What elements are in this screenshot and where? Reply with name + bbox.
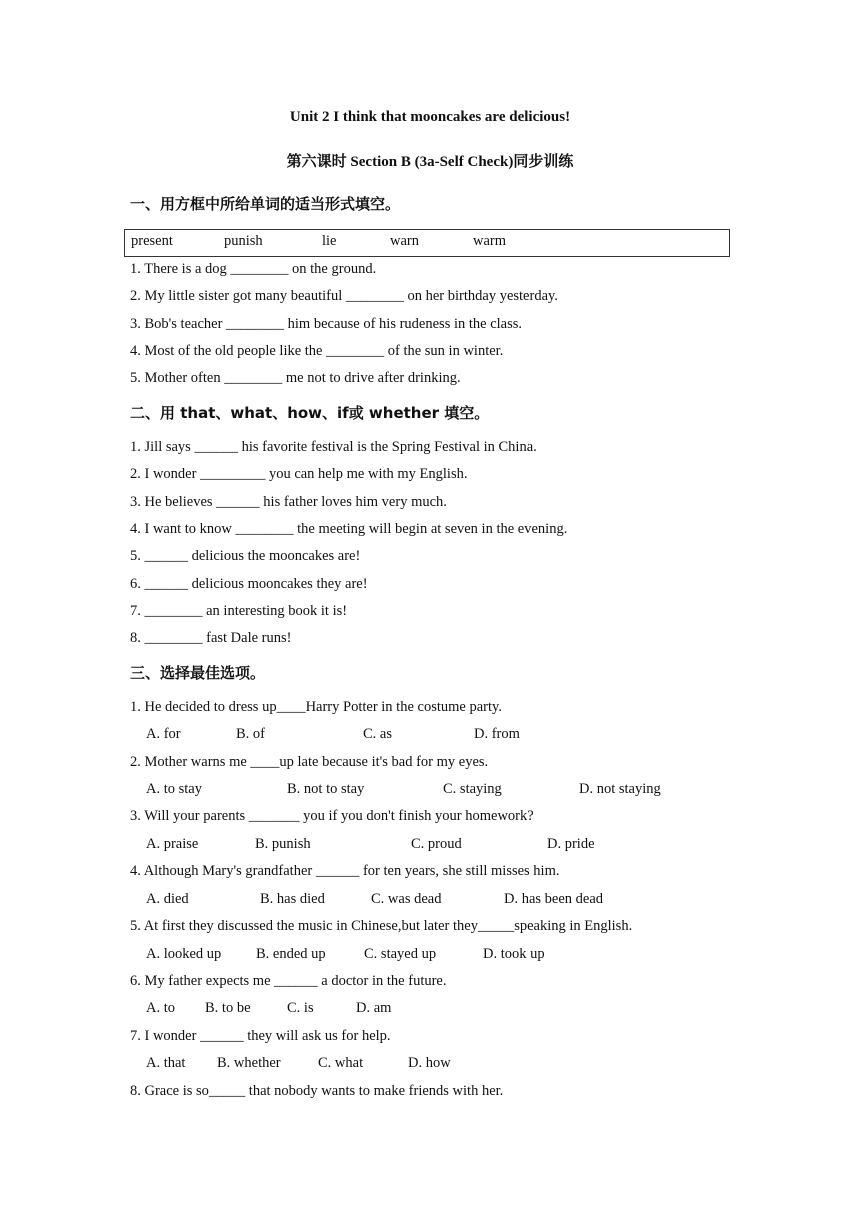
- word-box-item: warm: [473, 233, 507, 249]
- mc-option: A. to stay: [146, 781, 202, 797]
- mc-question: 5. At first they discussed the music in Chinese,but later they_____speaking in English.: [130, 918, 633, 934]
- mc-option: B. to be: [205, 1000, 251, 1016]
- mc-option: C. was dead: [371, 891, 442, 907]
- mc-option: C. stayed up: [364, 946, 437, 962]
- mc-option: B. has died: [260, 891, 325, 907]
- fill-in-item: 1. There is a dog ________ on the ground.: [130, 261, 377, 277]
- word-box: [124, 229, 730, 257]
- fill-in-item: 2. I wonder _________ you can help me with my English.: [130, 466, 468, 482]
- word-box-item: warn: [390, 233, 419, 249]
- fill-in-item: 2. My little sister got many beautiful ________ on her birthday yesterday.: [130, 288, 558, 304]
- fill-in-item: 1. Jill says ______ his favorite festival is the Spring Festival in China.: [130, 439, 537, 455]
- fill-in-item: 3. He believes ______ his father loves him very much.: [130, 494, 447, 510]
- mc-question: 6. My father expects me ______ a doctor in the future.: [130, 973, 447, 989]
- fill-in-item: 5. ______ delicious the mooncakes are!: [130, 548, 361, 564]
- fill-in-item: 3. Bob's teacher ________ him because of his rudeness in the class.: [130, 316, 523, 332]
- mc-option: D. from: [474, 726, 520, 742]
- mc-option: D. took up: [483, 946, 545, 962]
- fill-in-item: 4. Most of the old people like the ________ of the sun in winter.: [130, 343, 504, 359]
- mc-option: A. to: [146, 1000, 175, 1016]
- mc-question: 2. Mother warns me ____up late because it's bad for my eyes.: [130, 754, 489, 770]
- mc-option: C. what: [318, 1055, 364, 1071]
- mc-option: A. for: [146, 726, 181, 742]
- mc-question: 4. Although Mary's grandfather ______ for ten years, she still misses him.: [130, 863, 560, 879]
- fill-in-item: 5. Mother often ________ me not to drive after drinking.: [130, 370, 461, 386]
- mc-option: D. not staying: [579, 781, 661, 797]
- fill-in-item: 8. ________ fast Dale runs!: [130, 630, 292, 646]
- mc-option: D. how: [408, 1055, 451, 1071]
- section3-heading: 三、选择最佳选项。: [130, 664, 266, 682]
- mc-option: B. ended up: [256, 946, 326, 962]
- section1-heading: 一、用方框中所给单词的适当形式填空。: [130, 195, 401, 213]
- document-title: Unit 2 I think that mooncakes are delicious!: [289, 109, 571, 125]
- section2-heading: 二、用 that、what、how、if或 whether 填空。: [130, 404, 490, 422]
- mc-option: B. punish: [255, 836, 311, 852]
- word-box-item: present: [131, 233, 173, 249]
- fill-in-item: 6. ______ delicious mooncakes they are!: [130, 576, 368, 592]
- fill-in-item: 4. I want to know ________ the meeting will begin at seven in the evening.: [130, 521, 568, 537]
- mc-option: A. died: [146, 891, 189, 907]
- document-subtitle: 第六课时 Section B (3a-Self Check)同步训练: [286, 154, 574, 170]
- mc-question: 1. He decided to dress up____Harry Potter in the costume party.: [130, 699, 502, 715]
- mc-option: B. of: [236, 726, 265, 742]
- mc-question: 3. Will your parents _______ you if you don't finish your homework?: [130, 808, 534, 824]
- mc-option: A. praise: [146, 836, 199, 852]
- mc-option: D. am: [356, 1000, 392, 1016]
- mc-option: C. is: [287, 1000, 314, 1016]
- mc-option: C. as: [363, 726, 392, 742]
- mc-option: D. pride: [547, 836, 595, 852]
- mc-option: C. staying: [443, 781, 502, 797]
- mc-option: C. proud: [411, 836, 462, 852]
- mc-question: 7. I wonder ______ they will ask us for help.: [130, 1028, 391, 1044]
- word-box-item: punish: [224, 233, 263, 249]
- mc-option: D. has been dead: [504, 891, 604, 907]
- mc-option: A. that: [146, 1055, 186, 1071]
- mc-option: A. looked up: [146, 946, 222, 962]
- mc-option: B. not to stay: [287, 781, 365, 797]
- fill-in-item: 7. ________ an interesting book it is!: [130, 603, 348, 619]
- mc-option: B. whether: [217, 1055, 281, 1071]
- mc-question: 8. Grace is so_____ that nobody wants to make friends with her.: [130, 1083, 504, 1099]
- word-box-item: lie: [322, 233, 337, 249]
